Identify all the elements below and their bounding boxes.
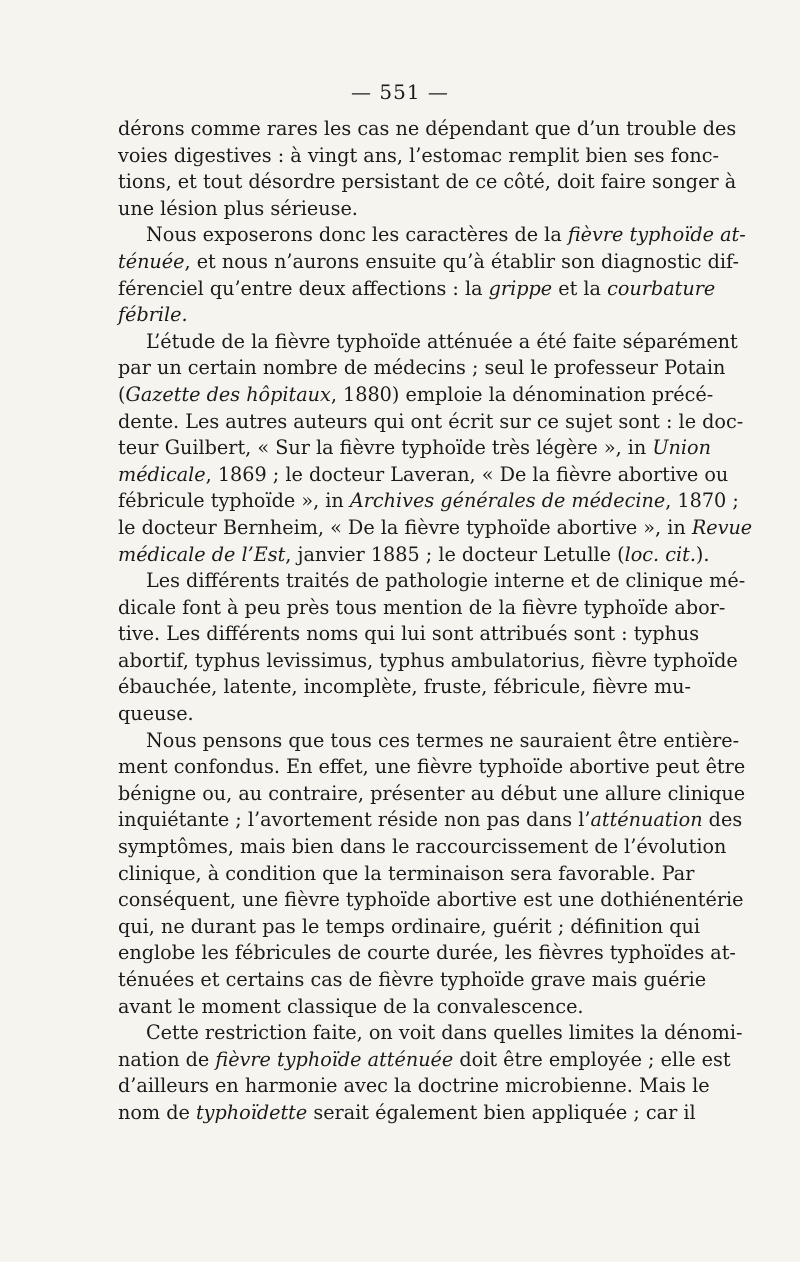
text-line — [118, 754, 746, 781]
text-line — [118, 355, 726, 382]
text-segment: fébricule typhoïde », in — [118, 489, 350, 513]
text-segment: bénigne ou, au contraire, présenter au début une allure clinique — [118, 781, 746, 805]
text-line — [118, 940, 736, 967]
text-segment: nation de — [118, 1047, 216, 1071]
text-segment: englobe les fébricules de courte durée, les fièvres typhoïdes at- — [118, 941, 736, 965]
text-line — [118, 595, 726, 622]
text-line — [118, 488, 739, 515]
italic-text: typhoïdette — [195, 1100, 308, 1124]
text-line — [118, 462, 729, 489]
italic-text: atténuation — [590, 808, 703, 832]
text-line — [118, 276, 716, 303]
text-line — [118, 701, 678, 728]
text-line — [118, 143, 719, 170]
text-segment: une lésion plus sérieuse. — [118, 196, 358, 220]
text-line — [118, 728, 740, 755]
text-line — [118, 967, 707, 994]
text-segment: ébauchée, latente, incomplète, fruste, fébricule, fièvre mu- — [118, 675, 691, 699]
text-line — [118, 861, 695, 888]
text-segment: qui, ne durant pas le temps ordinaire, guérit ; définition qui — [118, 914, 700, 938]
text-segment: doit être employée ; elle est — [453, 1047, 731, 1071]
text-line — [118, 648, 738, 675]
text-line — [118, 1020, 743, 1047]
text-segment: voies digestives : à vingt ans, l’estomac remplit bien ses fonc- — [118, 143, 719, 167]
text-line — [118, 515, 753, 542]
text-segment: queuse. — [118, 702, 194, 726]
text-segment: férenciel qu’entre deux affections : la — [118, 276, 489, 300]
text-segment: tions, et tout désordre persistant de ce côté, doit faire songer à — [118, 170, 737, 194]
italic-text: fièvre typhoïde atténuée — [215, 1047, 454, 1071]
body-text — [118, 116, 753, 1127]
italic-text: fièvre typhoïde at- — [567, 223, 746, 247]
text-segment: Cette restriction faite, on voit dans quelles limites la dénomi- — [146, 1021, 743, 1045]
text-segment: , 1870 ; — [665, 489, 739, 513]
italic-text: loc. cit. — [624, 542, 696, 566]
text-line — [118, 196, 678, 223]
text-segment: d’ailleurs en harmonie avec la doctrine microbienne. Mais le — [118, 1074, 710, 1098]
text-segment: L’étude de la fièvre typhoïde atténuée a été faite séparément — [146, 329, 738, 353]
text-segment: symptômes, mais bien dans le raccourcissement de l’évolution — [118, 835, 727, 859]
text-segment: , janvier 1885 ; le docteur Letulle ( — [285, 542, 625, 566]
text-line — [118, 249, 739, 276]
text-segment: des — [702, 808, 743, 832]
text-segment: Nous pensons que tous ces termes ne sauraient être entière- — [146, 728, 740, 752]
text-segment: , 1869 ; le docteur Laveran, « De la fièvre abortive ou — [205, 462, 729, 486]
text-segment: Nous exposerons donc les caractères de la — [146, 223, 568, 247]
text-segment: dicale font à peu près tous mention de la fièvre typhoïde abor- — [118, 595, 726, 619]
text-segment: et la — [552, 276, 608, 300]
text-line — [118, 116, 737, 143]
text-line — [118, 329, 738, 356]
italic-text: grippe — [488, 276, 553, 300]
text-segment: ment confondus. En effet, une fièvre typhoïde abortive peut être — [118, 755, 746, 779]
text-segment: teur Guilbert, « Sur la fièvre typhoïde très légère », in — [118, 436, 653, 460]
italic-text: ténuée — [118, 249, 185, 273]
italic-text: fébrile. — [118, 303, 188, 327]
text-segment: par un certain nombre de médecins ; seul le professeur Potain — [118, 356, 726, 380]
text-line — [118, 781, 746, 808]
text-segment: inquiétante ; l’avortement réside non pas dans l’ — [118, 808, 591, 832]
text-line — [118, 621, 700, 648]
text-segment: dente. Les autres auteurs qui ont écrit sur ce sujet sont : le doc- — [118, 409, 744, 433]
text-line — [118, 1100, 696, 1127]
text-line — [118, 674, 691, 701]
text-segment: Les différents traités de pathologie interne et de clinique mé- — [146, 569, 746, 593]
text-line — [118, 887, 744, 914]
text-line — [118, 542, 710, 569]
text-line — [118, 1073, 710, 1100]
text-segment: abortif, typhus levissimus, typhus ambulatorius, fièvre typhoïde — [118, 648, 738, 672]
text-line — [118, 568, 746, 595]
text-line — [118, 169, 737, 196]
text-line — [118, 914, 700, 941]
text-line — [118, 222, 746, 249]
text-segment: le docteur Bernheim, « De la fièvre typhoïde abortive », in — [118, 515, 692, 539]
text-line — [118, 435, 711, 462]
italic-text: courbature — [607, 276, 716, 300]
text-line — [118, 409, 744, 436]
text-segment: tive. Les différents noms qui lui sont attribués sont : typhus — [118, 622, 700, 646]
italic-text: Gazette des hôpitaux — [125, 382, 331, 406]
italic-text: Revue — [691, 515, 753, 539]
text-segment: nom de — [118, 1100, 196, 1124]
italic-text: Union — [652, 436, 711, 460]
text-segment: serait également bien appliquée ; car il — [307, 1100, 696, 1124]
page-number: — 551 — — [351, 80, 449, 104]
italic-text: Archives générales de médecine — [349, 489, 666, 513]
text-line — [118, 834, 727, 861]
italic-text: médicale de l’Est — [118, 542, 286, 566]
italic-text: médicale — [118, 462, 206, 486]
text-line — [118, 807, 743, 834]
text-line — [118, 994, 678, 1021]
text-line — [118, 1047, 731, 1074]
text-segment: conséquent, une fièvre typhoïde abortive est une dothiénentérie — [118, 888, 744, 912]
text-segment: ( — [118, 382, 126, 406]
text-line — [118, 302, 678, 329]
text-line — [118, 382, 714, 409]
text-segment: clinique, à condition que la terminaison sera favorable. Par — [118, 861, 695, 885]
text-segment: ). — [695, 542, 710, 566]
text-segment: ténuées et certains cas de fièvre typhoïde grave mais guérie — [118, 968, 707, 991]
text-segment: , 1880) emploie la dénomination précé- — [330, 382, 714, 406]
text-segment: dérons comme rares les cas ne dépendant que d’un trouble des — [118, 117, 737, 140]
text-segment: , et nous n’aurons ensuite qu’à établir son diagnostic dif- — [184, 249, 739, 273]
text-segment: avant le moment classique de la convalescence. — [118, 994, 584, 1018]
